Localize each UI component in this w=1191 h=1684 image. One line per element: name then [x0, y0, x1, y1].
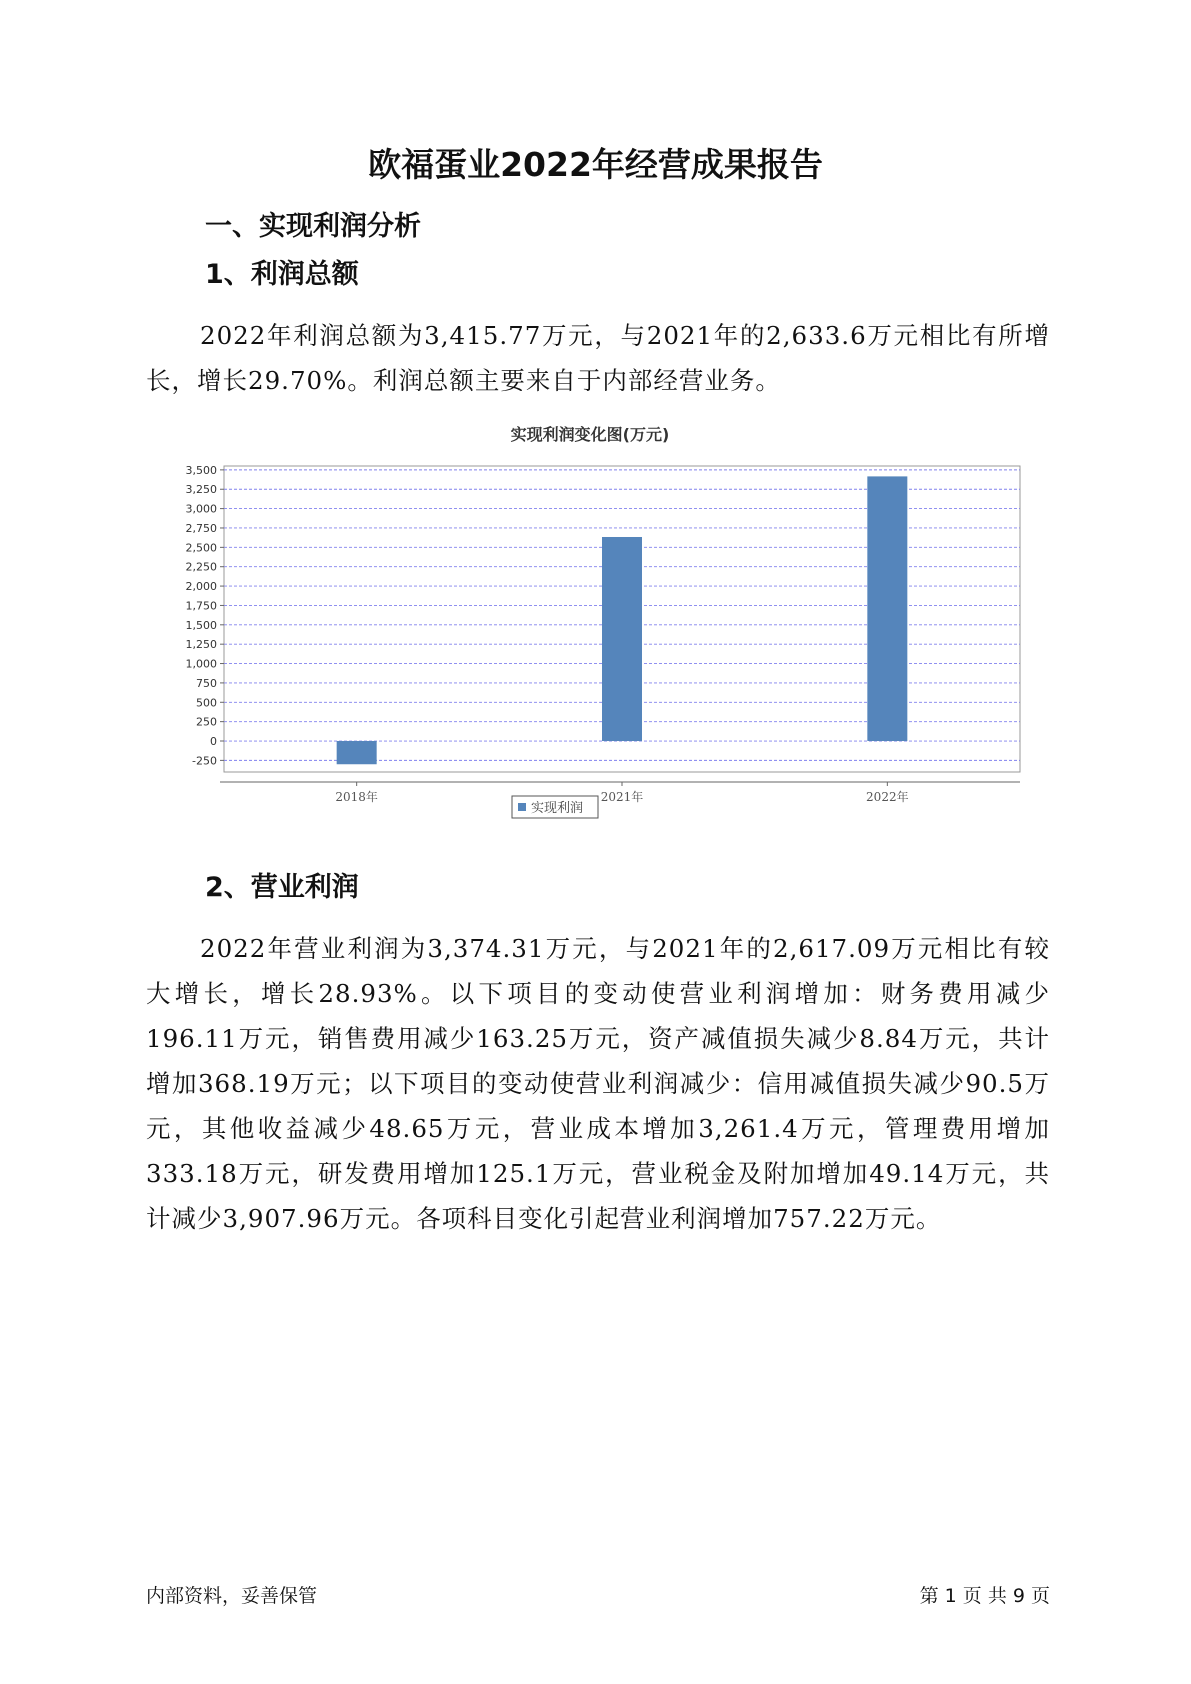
- paragraph-operating-profit: 2022年营业利润为3,374.31万元，与2021年的2,617.09万元相比有较大增长，增长28.93%。以下项目的变动使营业利润增加：财务费用减少196.11万元，销售费用减少163.25万元，资产减值损失减少8.84万元，共计增加368.19万元；以下项目的变动使营业利润减少：信用减值损失减少90.5万元，其他收益减少48.65万元，营业成本增加3,261.4万元，管理费用增加333.18万元，研发费用增加125.1万元，营业税金及附加增加49.14万元，共计减少3,907.96万元。各项科目变化引起营业利润增加757.22万元。: [146, 934, 1050, 1233]
- y-tick-label: 2,500: [185, 541, 217, 555]
- chart-x-axis: [220, 782, 1020, 804]
- y-tick-label: 1,500: [185, 618, 217, 632]
- footer-confidential-note: 内部资料，妥善保管: [146, 1585, 318, 1607]
- y-tick-label: 250: [196, 715, 217, 729]
- y-tick-label: 750: [196, 676, 217, 690]
- y-tick-label: 3,000: [185, 502, 217, 516]
- y-tick-label: 1,750: [185, 599, 217, 613]
- footer-page-number: 第 1 页 共 9 页: [919, 1585, 1050, 1607]
- profit-bar-chart: [150, 422, 1030, 912]
- y-tick-label: 3,500: [185, 463, 217, 477]
- x-tick-label: 2021年: [600, 790, 644, 804]
- y-tick-label: 2,250: [185, 560, 217, 574]
- x-tick-label: 2018年: [335, 790, 378, 804]
- legend-label: 实现利润: [531, 801, 584, 816]
- chart-title: 实现利润变化图(万元): [510, 425, 670, 444]
- y-tick-label: 1,000: [185, 657, 217, 671]
- page-title: 欧福蛋业2022年经营成果报告: [368, 145, 823, 184]
- legend-swatch: [518, 803, 526, 811]
- section-heading-profit-analysis: 一、实现利润分析: [205, 211, 421, 242]
- bar-2018年: [337, 741, 377, 764]
- chart-legend: [512, 796, 598, 818]
- y-tick-label: 2,750: [185, 521, 217, 535]
- paragraph-total-profit: 2022年利润总额为3,415.77万元，与2021年的2,633.6万元相比有所增长，增长29.70%。利润总额主要来自于内部经营业务。: [146, 321, 1050, 395]
- x-tick-label: 2022年: [866, 790, 909, 804]
- y-tick-label: 500: [196, 696, 217, 710]
- bar-2021年: [602, 537, 642, 741]
- subsection-heading-operating-profit: 2、营业利润: [205, 872, 359, 903]
- subsection-heading-total-profit: 1、利润总额: [205, 259, 359, 290]
- bar-2022年: [867, 476, 907, 741]
- y-tick-label: 2,000: [185, 580, 217, 594]
- y-tick-label: 1,250: [185, 638, 217, 652]
- profit-bar-chart-svg: [150, 422, 1030, 912]
- chart-y-axis: [186, 464, 225, 768]
- y-tick-label: 0: [210, 735, 217, 749]
- y-tick-label: -250: [192, 754, 217, 768]
- y-tick-label: 3,250: [185, 483, 217, 497]
